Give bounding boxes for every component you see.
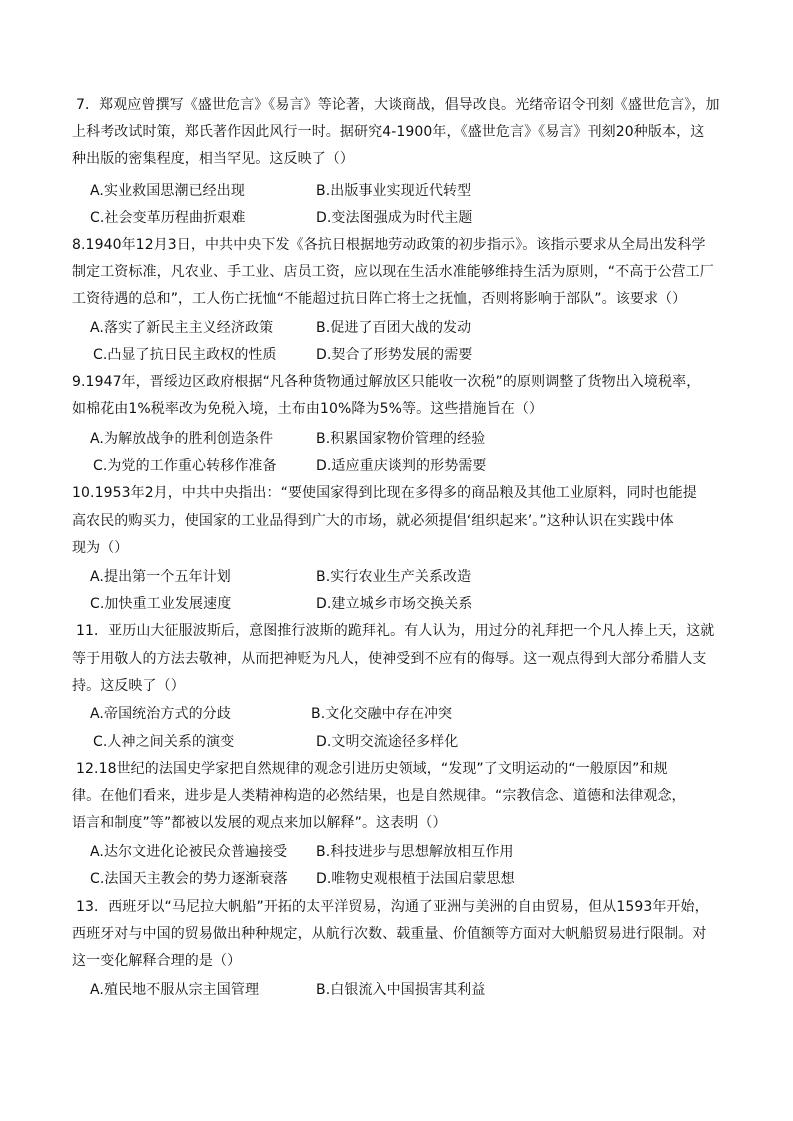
question-7-stem-line-3: 种出版的密集程度，相当罕见。这反映了（）: [72, 151, 354, 167]
question-9-option-d: D.适应重庆谈判的形势需要: [316, 458, 487, 474]
question-12-option-b: B.科技进步与思想解放相互作用: [316, 844, 514, 860]
question-7-option-b: B.出版事业实现近代转型: [316, 183, 472, 199]
question-9-stem-line-1: 9.1947年，晋绥边区政府根据“凡各种货物通过解放区只能收一次税”的原则调整了货物出入境税率，: [72, 374, 701, 390]
question-12-stem-line-1: 12.18世纪的法国史学家把自然规律的观念引进历史领域，“发现”了文明运动的“一般原因”和规: [76, 761, 668, 777]
question-13-option-b: B.白银流入中国损害其利益: [316, 982, 486, 998]
question-10-stem-line-2: 高农民的购买力，使国家的工业品得到广大的市场，就必须提倡‘组织起来’。”这种认识在实践中体: [72, 513, 674, 529]
question-10-option-c: C.加快重工业发展速度: [90, 596, 232, 612]
question-12-option-d: D.唯物史观根植于法国启蒙思想: [316, 871, 515, 887]
question-9-stem-line-2: 如棉花由1%税率改为免税入境，土布由10%降为5%等。这些措施旨在（）: [72, 401, 544, 417]
question-7-stem-line-2: 上科考改试时策，郑氏著作因此风行一时。据研究4-1900年，《盛世危言》《易言》刊刻20种版本，这: [72, 124, 705, 140]
question-11-option-c: C.人神之间关系的演变: [93, 734, 235, 750]
question-8-option-b: B.促进了百团大战的发动: [316, 320, 472, 336]
question-11-option-b: B.文化交融中存在冲突: [311, 706, 453, 722]
question-8-option-c: C.凸显了抗日民主政权的性质: [93, 347, 277, 363]
question-9-option-c: C.为党的工作重心转移作准备: [93, 458, 277, 474]
question-10-stem-line-1: 10.1953年2月，中共中央指出：“要使国家得到比现在多得多的商品粮及其他工业原料，同时也能提: [72, 485, 697, 501]
question-7-option-c: C.社会变革历程曲折艰难: [90, 210, 246, 226]
question-8-option-a: A.落实了新民主主义经济政策: [90, 320, 274, 336]
question-11-option-d: D.文明交流途径多样化: [316, 734, 459, 750]
question-8-stem-line-2: 制定工资标准，凡农业、手工业、店员工资，应以现在生活水准能够维持生活为原则，“不高于公营工厂: [72, 264, 714, 280]
question-12-option-a: A.达尔文进化论被民众普遍接受: [90, 844, 288, 860]
question-11-option-a: A.帝国统治方式的分歧: [90, 706, 231, 722]
question-8-option-d: D.契合了形势发展的需要: [316, 347, 473, 363]
question-10-option-b: B.实行农业生产关系改造: [316, 569, 472, 585]
question-13-stem-line-1: 13．西班牙以“马尼拉大帆船”开拓的太平洋贸易，沟通了亚洲与美洲的自由贸易，但从1593年开始，: [76, 899, 709, 915]
question-9-option-b: B.积累国家物价管理的经验: [316, 431, 486, 447]
question-12-stem-line-2: 律。在他们看来，进步是人类精神构造的必然结果，也是自然规律。“宗教信念、道德和法律观念，: [72, 788, 686, 804]
question-11-stem-line-2: 等于用敬人的方法去敬神，从而把神贬为凡人，使神受到不应有的侮辱。这一观点得到大部分希腊人支: [72, 651, 707, 667]
question-13-stem-line-3: 这一变化解释合理的是（）: [72, 953, 242, 969]
question-12-stem-line-3: 语言和制度”等”都被以发展的观点来加以解释”。这表明（）: [72, 815, 447, 831]
question-13-stem-line-2: 西班牙对与中国的贸易做出种种规定，从航行次数、载重量、价值额等方面对大帆船贸易进行限制。对: [72, 926, 707, 942]
question-11-stem-line-3: 持。这反映了（）: [72, 678, 185, 694]
question-9-option-a: A.为解放战争的胜利创造条件: [90, 431, 274, 447]
question-7-stem-line-1: 7．郑观应曾撰写《盛世危言》《易言》等论著，大谈商战，倡导改良。光绪帝诏令刊刻《盛世危言》，加: [76, 97, 720, 113]
question-10-option-d: D.建立城乡市场交换关系: [316, 596, 473, 612]
question-11-stem-line-1: 11．亚历山大征服波斯后，意图推行波斯的跪拜礼。有人认为，用过分的礼拜把一个凡人捧上天，这就: [76, 623, 715, 639]
question-7-option-d: D.变法图强成为时代主题: [316, 210, 473, 226]
question-13-option-a: A.殖民地不服从宗主国管理: [90, 982, 260, 998]
question-8-stem-line-1: 8.1940年12月3日，中共中央下发《各抗日根据地劳动政策的初步指示》。该指示要求从全局出发科学: [72, 237, 706, 253]
question-12-option-c: C.法国天主教会的势力逐渐衰落: [90, 871, 288, 887]
question-10-option-a: A.提出第一个五年计划: [90, 569, 231, 585]
question-10-stem-line-3: 现为（）: [72, 540, 129, 556]
question-8-stem-line-3: 工资待遇的总和”，工人伤亡抚恤“不能超过抗日阵亡将士之抚恤，否则将影响于部队”。该要求（）: [72, 291, 687, 307]
question-7-option-a: A.实业救国思潮已经出现: [90, 183, 245, 199]
